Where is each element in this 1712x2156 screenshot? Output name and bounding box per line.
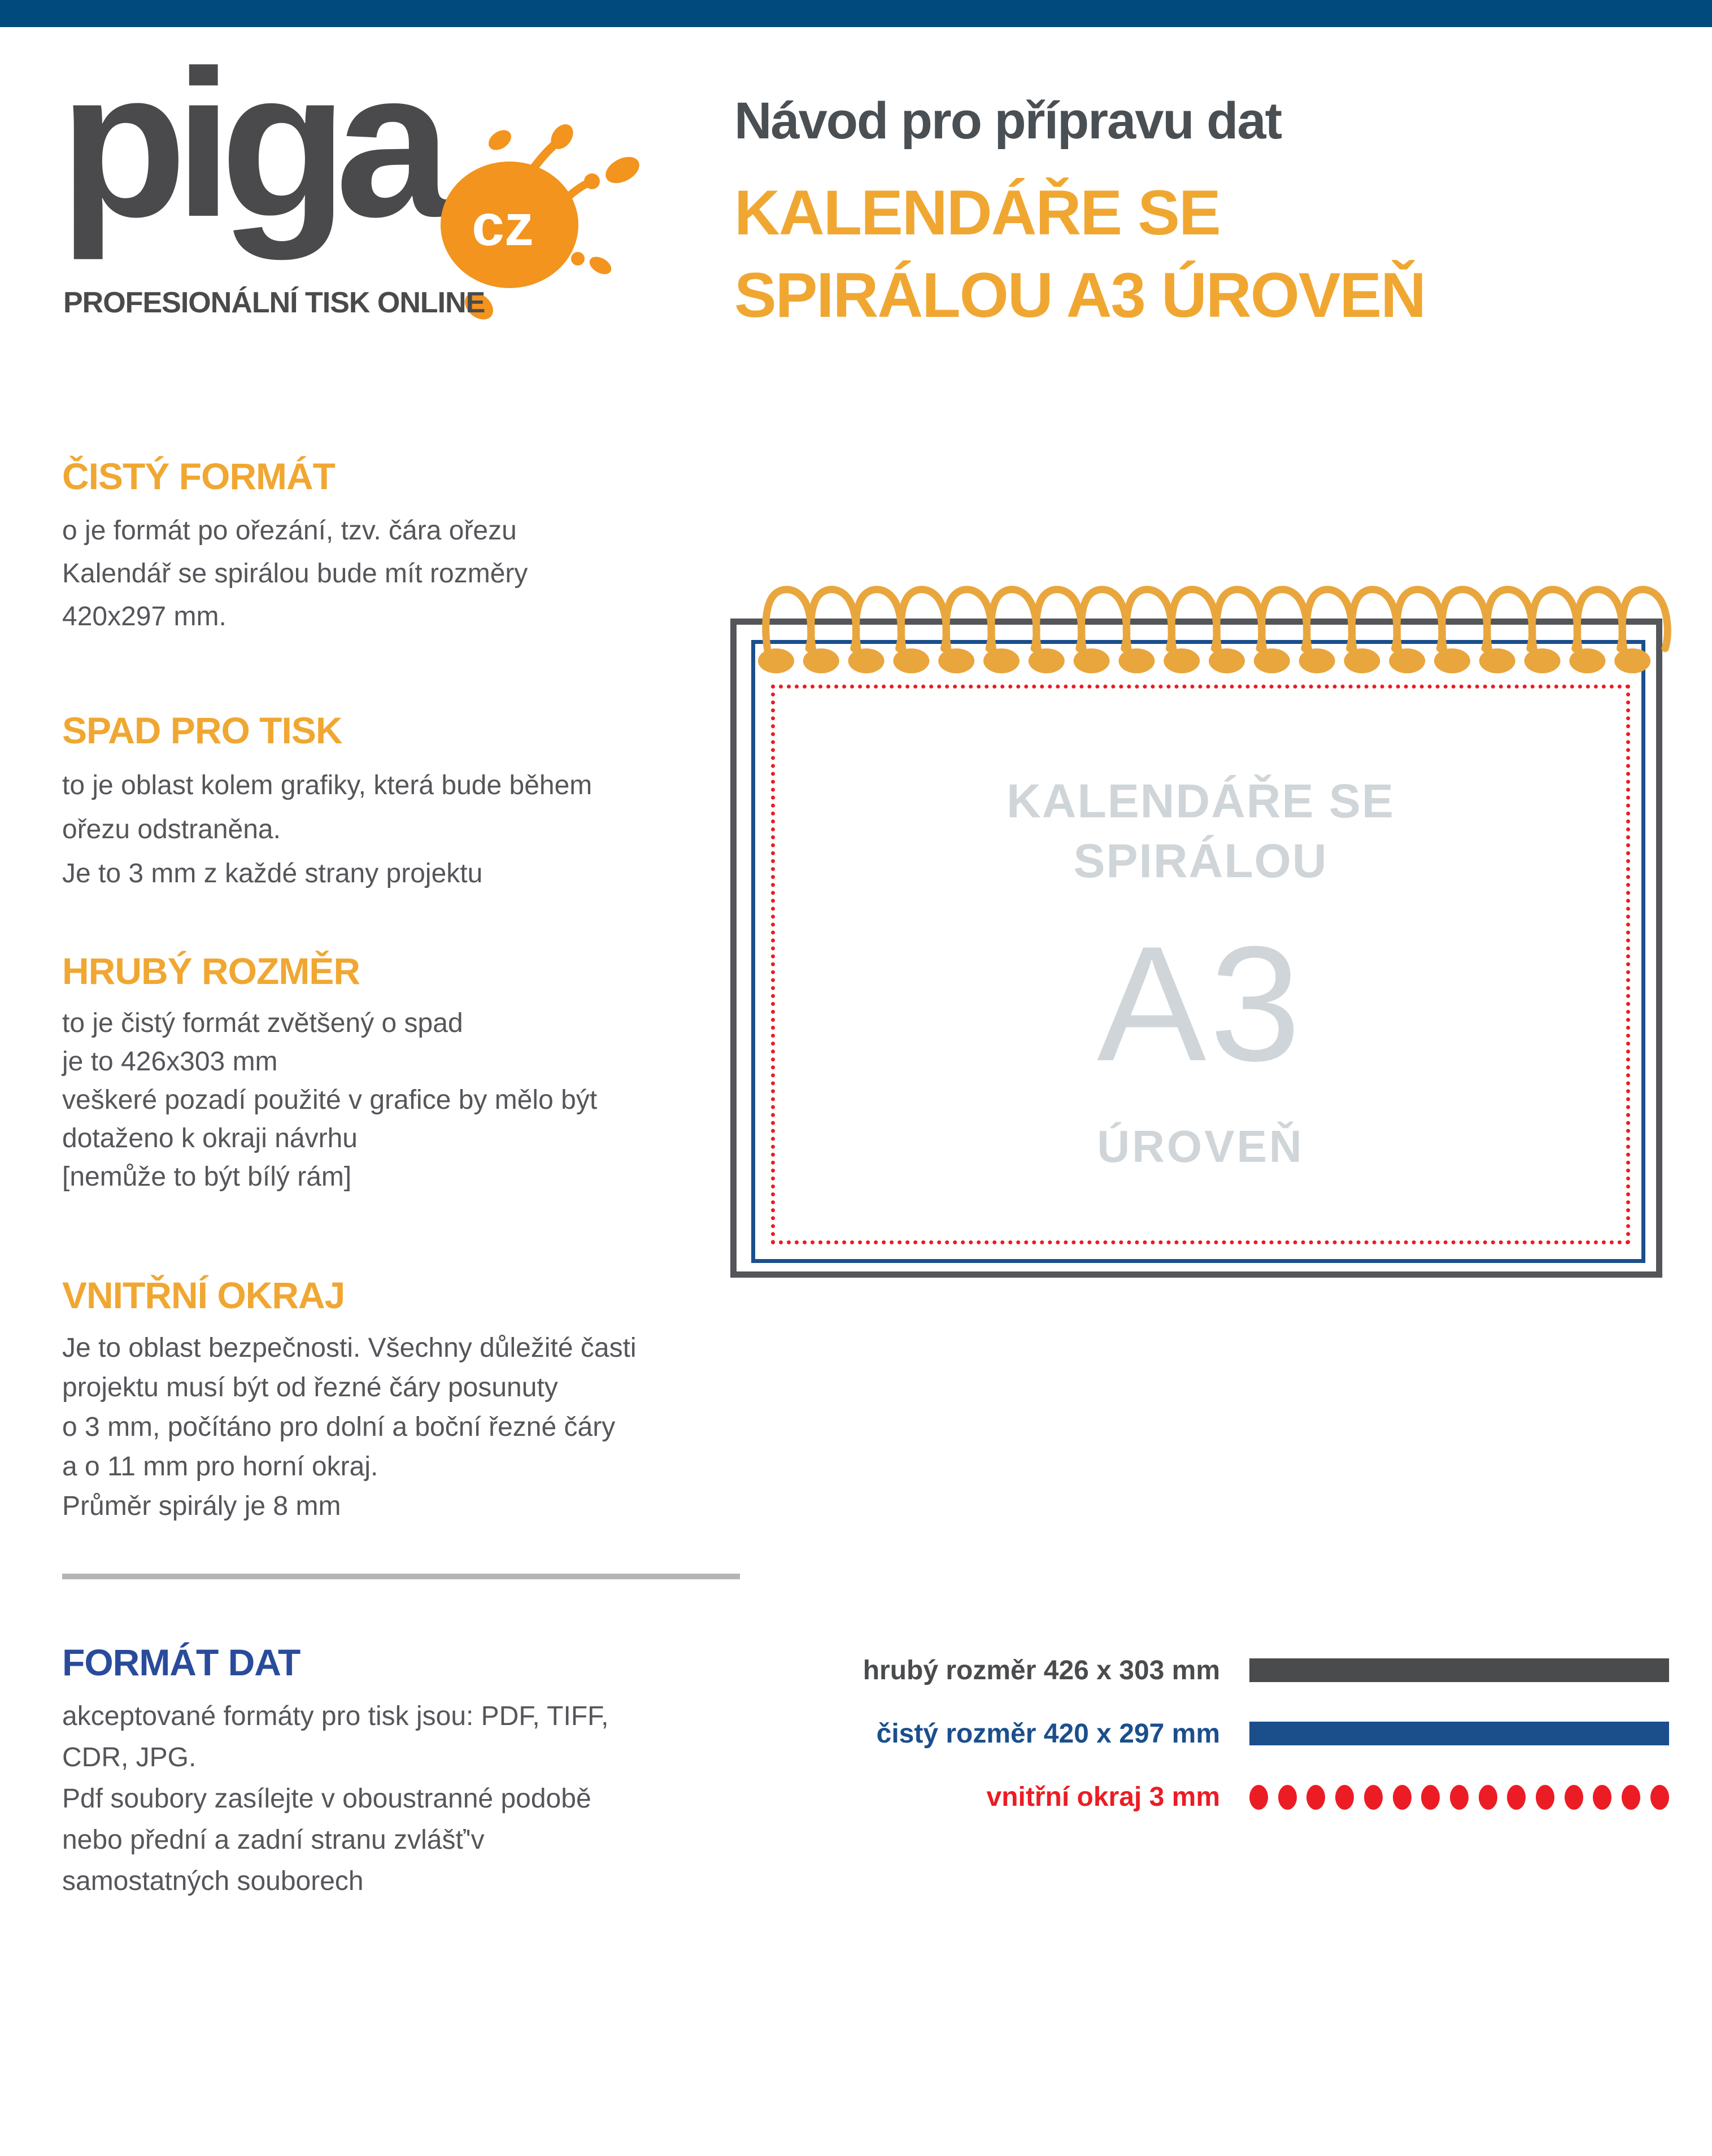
top-bar bbox=[0, 0, 1712, 27]
section-line: ořezu odstraněna. bbox=[62, 815, 281, 844]
section-spad-pro-tisk bbox=[62, 709, 593, 896]
section-line: veškeré pozadí použité v grafice by mělo být bbox=[62, 1085, 598, 1115]
legend-label-bleed: hrubý rozměr 426 x 303 mm bbox=[862, 1656, 1220, 1685]
watermark-line2: SPIRÁLOU bbox=[1073, 834, 1328, 887]
legend-dot bbox=[1536, 1785, 1554, 1810]
legend-dot bbox=[1278, 1785, 1297, 1810]
section-line: akceptované formáty pro tisk jsou: PDF, TIFF, bbox=[62, 1701, 609, 1731]
legend-dot bbox=[1622, 1785, 1640, 1810]
section-line: 420x297 mm. bbox=[62, 602, 226, 631]
calendar-watermark bbox=[771, 685, 1630, 1244]
section-hruby-rozmer bbox=[62, 952, 597, 1196]
section-heading: HRUBÝ ROZMĚR bbox=[62, 950, 360, 992]
logo-badge: cz bbox=[472, 193, 534, 258]
section-line: Je to oblast bezpečnosti. Všechny důležité časti bbox=[62, 1333, 637, 1363]
page-subtitle-line2: SPIRÁLOU A3 ÚROVEŇ bbox=[734, 260, 1426, 330]
legend-dot bbox=[1507, 1785, 1526, 1810]
section-line: dotaženo k okraji návrhu bbox=[62, 1123, 358, 1153]
legend-swatch-bleed bbox=[1249, 1658, 1669, 1682]
legend-dot bbox=[1450, 1785, 1469, 1810]
section-format-dat bbox=[62, 1641, 609, 1902]
section-line: to je čistý formát zvětšený o spad bbox=[62, 1008, 463, 1038]
legend-dot bbox=[1335, 1785, 1354, 1810]
section-line: Průměr spirály je 8 mm bbox=[62, 1491, 341, 1521]
legend-dot bbox=[1421, 1785, 1440, 1810]
section-line: samostatných souborech bbox=[62, 1866, 364, 1896]
section-heading: ČISTÝ FORMÁT bbox=[62, 455, 335, 497]
watermark-size-label: A3 bbox=[1097, 912, 1304, 1095]
spiral-binding-icon bbox=[723, 573, 1672, 695]
legend-label-margin: vnitřní okraj 3 mm bbox=[986, 1782, 1220, 1812]
section-heading: SPAD PRO TISK bbox=[62, 709, 342, 751]
section-line: o 3 mm, počítáno pro dolní a boční řezné čáry bbox=[62, 1412, 616, 1442]
section-line: Kalendář se spirálou bude mít rozměry bbox=[62, 559, 528, 589]
section-line: [nemůže to být bílý rám] bbox=[62, 1162, 352, 1192]
legend-dot bbox=[1650, 1785, 1669, 1810]
section-line: o je formát po ořezání, tzv. čára ořezu bbox=[62, 516, 517, 546]
section-line: Pdf soubory zasílejte v oboustranné podobě bbox=[62, 1784, 591, 1814]
logo-wordmark: piga bbox=[59, 27, 439, 260]
section-line: to je oblast kolem grafiky, která bude během bbox=[62, 770, 593, 800]
section-line: je to 426x303 mm bbox=[62, 1047, 278, 1077]
section-heading: VNITŘNÍ OKRAJ bbox=[62, 1274, 345, 1316]
watermark-line1: KALENDÁŘE SE bbox=[1007, 774, 1395, 827]
page-title: Návod pro přípravu dat bbox=[734, 92, 1282, 150]
legend-dot bbox=[1306, 1785, 1325, 1810]
section-heading: FORMÁT DAT bbox=[62, 1641, 300, 1683]
section-cisty-format bbox=[62, 455, 528, 638]
section-vnitrni-okraj bbox=[62, 1274, 637, 1526]
section-line: projektu musí být od řezné čáry posunuty bbox=[62, 1373, 558, 1403]
legend-dot bbox=[1393, 1785, 1412, 1810]
legend-label-trim: čistý rozměr 420 x 297 mm bbox=[876, 1719, 1220, 1749]
section-line: a o 11 mm pro horní okraj. bbox=[62, 1452, 378, 1482]
section-divider bbox=[62, 1574, 740, 1579]
legend-swatch-margin-dots bbox=[1249, 1785, 1669, 1810]
logo-tagline: PROFESIONÁLNÍ TISK ONLINE bbox=[63, 286, 485, 319]
legend-swatch-trim bbox=[1249, 1722, 1669, 1745]
section-line: Je to 3 mm z každé strany projektu bbox=[62, 859, 483, 888]
watermark-line3: ÚROVEŇ bbox=[1097, 1121, 1304, 1171]
legend-dot bbox=[1565, 1785, 1583, 1810]
legend-dot bbox=[1479, 1785, 1497, 1810]
page-subtitle-line1: KALENDÁŘE SE bbox=[734, 177, 1220, 248]
legend-dot bbox=[1364, 1785, 1383, 1810]
legend-dot bbox=[1593, 1785, 1611, 1810]
section-line: nebo přední a zadní stranu zvlášť'v bbox=[62, 1825, 485, 1855]
section-line: CDR, JPG. bbox=[62, 1743, 197, 1772]
legend-dot bbox=[1249, 1785, 1268, 1810]
